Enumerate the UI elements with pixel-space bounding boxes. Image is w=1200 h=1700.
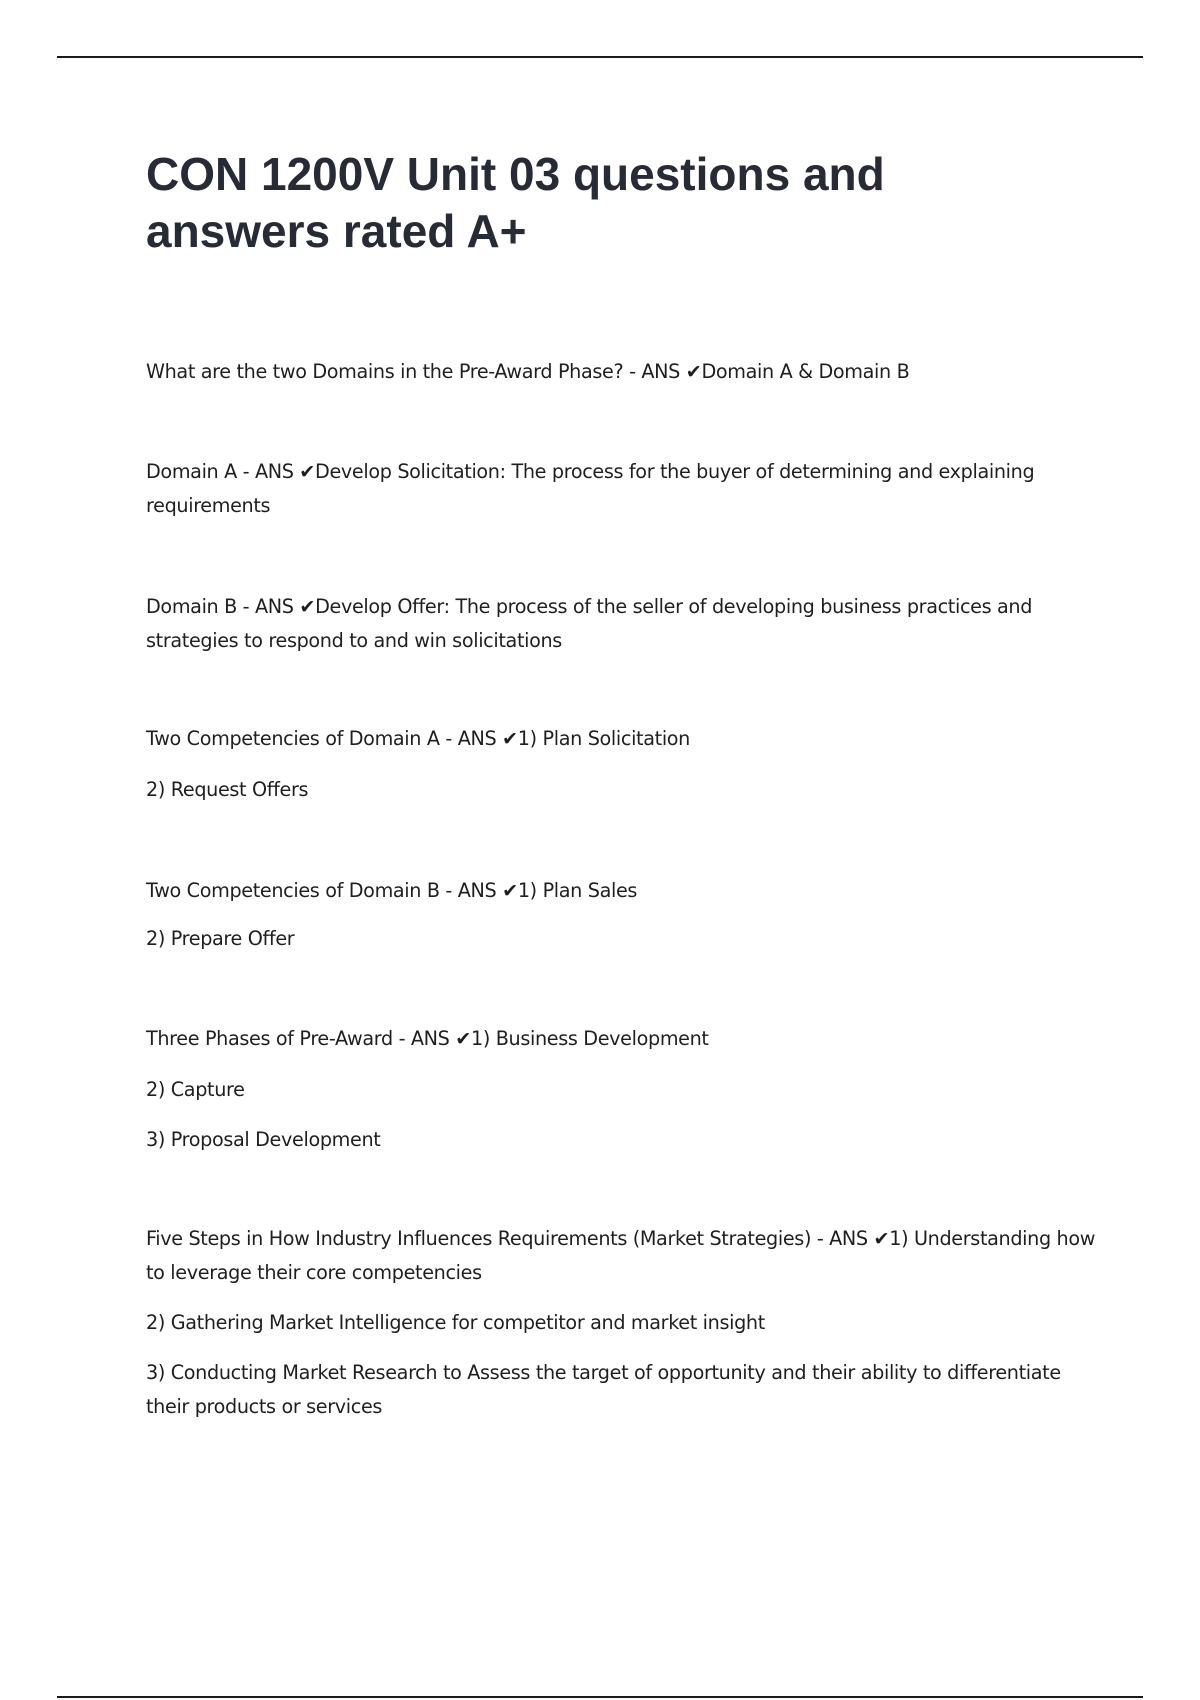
qa-paragraph: 2) Request Offers bbox=[146, 778, 309, 801]
qa-paragraph: 2) Prepare Offer bbox=[146, 927, 295, 950]
qa-paragraph: 2) Capture bbox=[146, 1078, 245, 1101]
qa-paragraph: Domain A - ANS ✔Develop Solicitation: The process for the buyer of determining and explaining requirements bbox=[146, 460, 1035, 517]
qa-paragraph: Three Phases of Pre-Award - ANS ✔1) Business Development bbox=[146, 1027, 709, 1050]
qa-paragraph: 3) Conducting Market Research to Assess the target of opportunity and their ability to differentiate their products or services bbox=[146, 1361, 1061, 1418]
qa-paragraph: 3) Proposal Development bbox=[146, 1128, 381, 1151]
qa-paragraph: Domain B - ANS ✔Develop Offer: The process of the seller of developing business practices and strategies to respond to and win solicitations bbox=[146, 595, 1033, 652]
qa-paragraph: Five Steps in How Industry Influences Requirements (Market Strategies) - ANS ✔1) Understanding how to leverage their core competencies bbox=[146, 1227, 1096, 1284]
qa-paragraph: Two Competencies of Domain B - ANS ✔1) Plan Sales bbox=[146, 879, 638, 902]
qa-paragraph: Two Competencies of Domain A - ANS ✔1) Plan Solicitation bbox=[146, 727, 690, 750]
qa-paragraph: What are the two Domains in the Pre-Award Phase? - ANS ✔Domain A & Domain B bbox=[146, 360, 910, 383]
document-title: CON 1200V Unit 03 questions and answers rated A+ bbox=[146, 148, 885, 257]
top-rule bbox=[57, 56, 1143, 58]
qa-paragraph: 2) Gathering Market Intelligence for competitor and market insight bbox=[146, 1311, 765, 1334]
bottom-rule bbox=[57, 1696, 1143, 1698]
